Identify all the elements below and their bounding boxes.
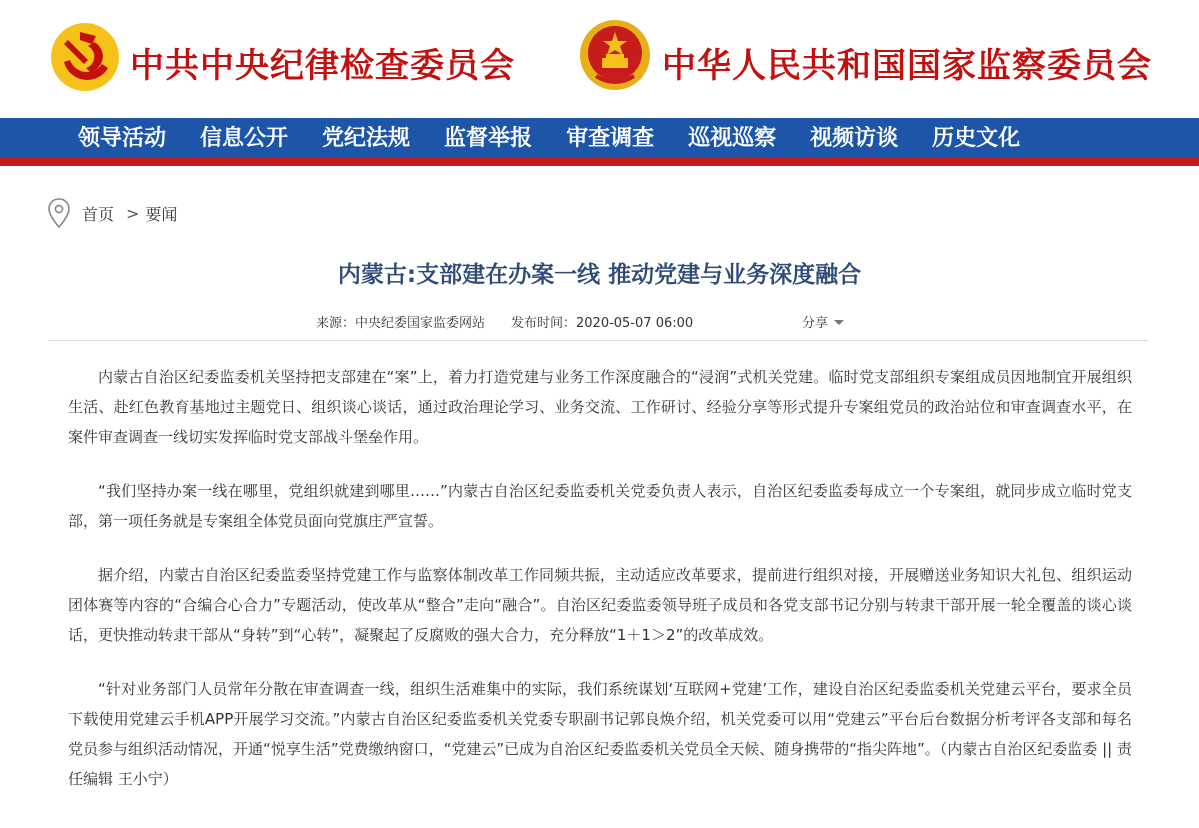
nav-item-info-disclosure[interactable]: 信息公开 <box>200 125 289 151</box>
article-paragraph: 据介绍，内蒙古自治区纪委监委坚持党建工作与监察体制改革工作同频共振，主动适应改革要求，提前进行组织对接，开展赠送业务知识大礼包、组织运动团体赛等内容的“合编合心合力”专题活动，使改革从“整合”走向“融合”。自治区纪委监委领导班子成员和各党支部书记分别与转隶干部开展一轮全覆盖的谈心谈话，更快推动转隶干部从“身转”到“心转”，凝聚起了反腐败的强大合力，充分释放“1＋1＞2”的改革成效。 <box>68 566 1132 644</box>
nav-item-video-interview[interactable]: 视频访谈 <box>810 125 899 151</box>
site-title-nsc[interactable]: 中华人民共和国国家监察委员会 <box>662 46 1152 86</box>
nav-item-leader-activities[interactable]: 领导活动 <box>78 125 167 151</box>
nav-item-history-culture[interactable]: 历史文化 <box>932 125 1021 151</box>
article-paragraph: “针对业务部门人员常年分散在审查调查一线，组织生活难集中的实际，我们系统谋划‘互联网+党建’工作，建设自治区纪委监委机关党建云平台，要求全员下载使用党建云手机APP开展学习交流。”内蒙古自治区纪委监委机关党委专职副书记郭良焕介绍，机关党委可以用“党建云”平台后台数据分析考评各支部和每名党员参与组织活动情况，开通“悦享生活”党费缴纳窗口，“党建云”已成为自治区纪委监委机关党员全天候、随身携带的“指尖阵地”。（内蒙古自治区纪委监委 || 责任编辑 王小宁） <box>68 680 1132 788</box>
chevron-down-icon <box>834 320 844 325</box>
share-label: 分享 <box>802 316 829 331</box>
divider <box>48 340 1148 341</box>
national-emblem-icon[interactable] <box>578 18 652 92</box>
main-nav <box>0 118 1199 166</box>
share-button[interactable] <box>802 312 844 331</box>
nav-item-investigation[interactable]: 审查调查 <box>566 125 655 151</box>
breadcrumb-current[interactable]: 要闻 <box>145 204 178 224</box>
party-emblem-icon[interactable] <box>50 22 120 92</box>
nav-item-supervision-report[interactable]: 监督举报 <box>444 125 533 151</box>
site-header <box>0 0 1199 118</box>
article-body <box>68 362 1132 818</box>
article-source: 来源：中央纪委国家监委网站 <box>316 316 486 331</box>
site-title-cpc[interactable]: 中共中央纪律检查委员会 <box>130 46 515 86</box>
nav-item-party-regulations[interactable]: 党纪法规 <box>322 125 411 151</box>
breadcrumb-home-link[interactable]: 首页 <box>82 204 115 224</box>
nav-item-inspection[interactable]: 巡视巡察 <box>688 125 777 151</box>
article-paragraph: 内蒙古自治区纪委监委机关坚持把支部建在“案”上，着力打造党建与业务工作深度融合的“浸润”式机关党建。临时党支部组织专案组成员因地制宜开展组织生活、赴红色教育基地过主题党日、组织谈心谈话，通过政治理论学习、业务交流、工作研讨、经验分享等形式提升专案组党员的政治站位和审查调查水平，在案件审查调查一线切实发挥临时党支部战斗堡垒作用。 <box>68 368 1132 446</box>
location-pin-icon <box>48 198 70 228</box>
article-publish-time: 发布时间：2020-05-07 06:00 <box>511 316 694 331</box>
article-meta <box>316 312 693 331</box>
article-paragraph: “我们坚持办案一线在哪里，党组织就建到哪里……”内蒙古自治区纪委监委机关党委负责人表示，自治区纪委监委每成立一个专案组，就同步成立临时党支部，第一项任务就是专案组全体党员面向党旗庄严宣誓。 <box>68 482 1132 530</box>
article-title: 内蒙古:支部建在办案一线 推动党建与业务深度融合 <box>337 262 862 288</box>
breadcrumb-separator: > <box>126 203 140 223</box>
breadcrumb <box>48 198 177 228</box>
